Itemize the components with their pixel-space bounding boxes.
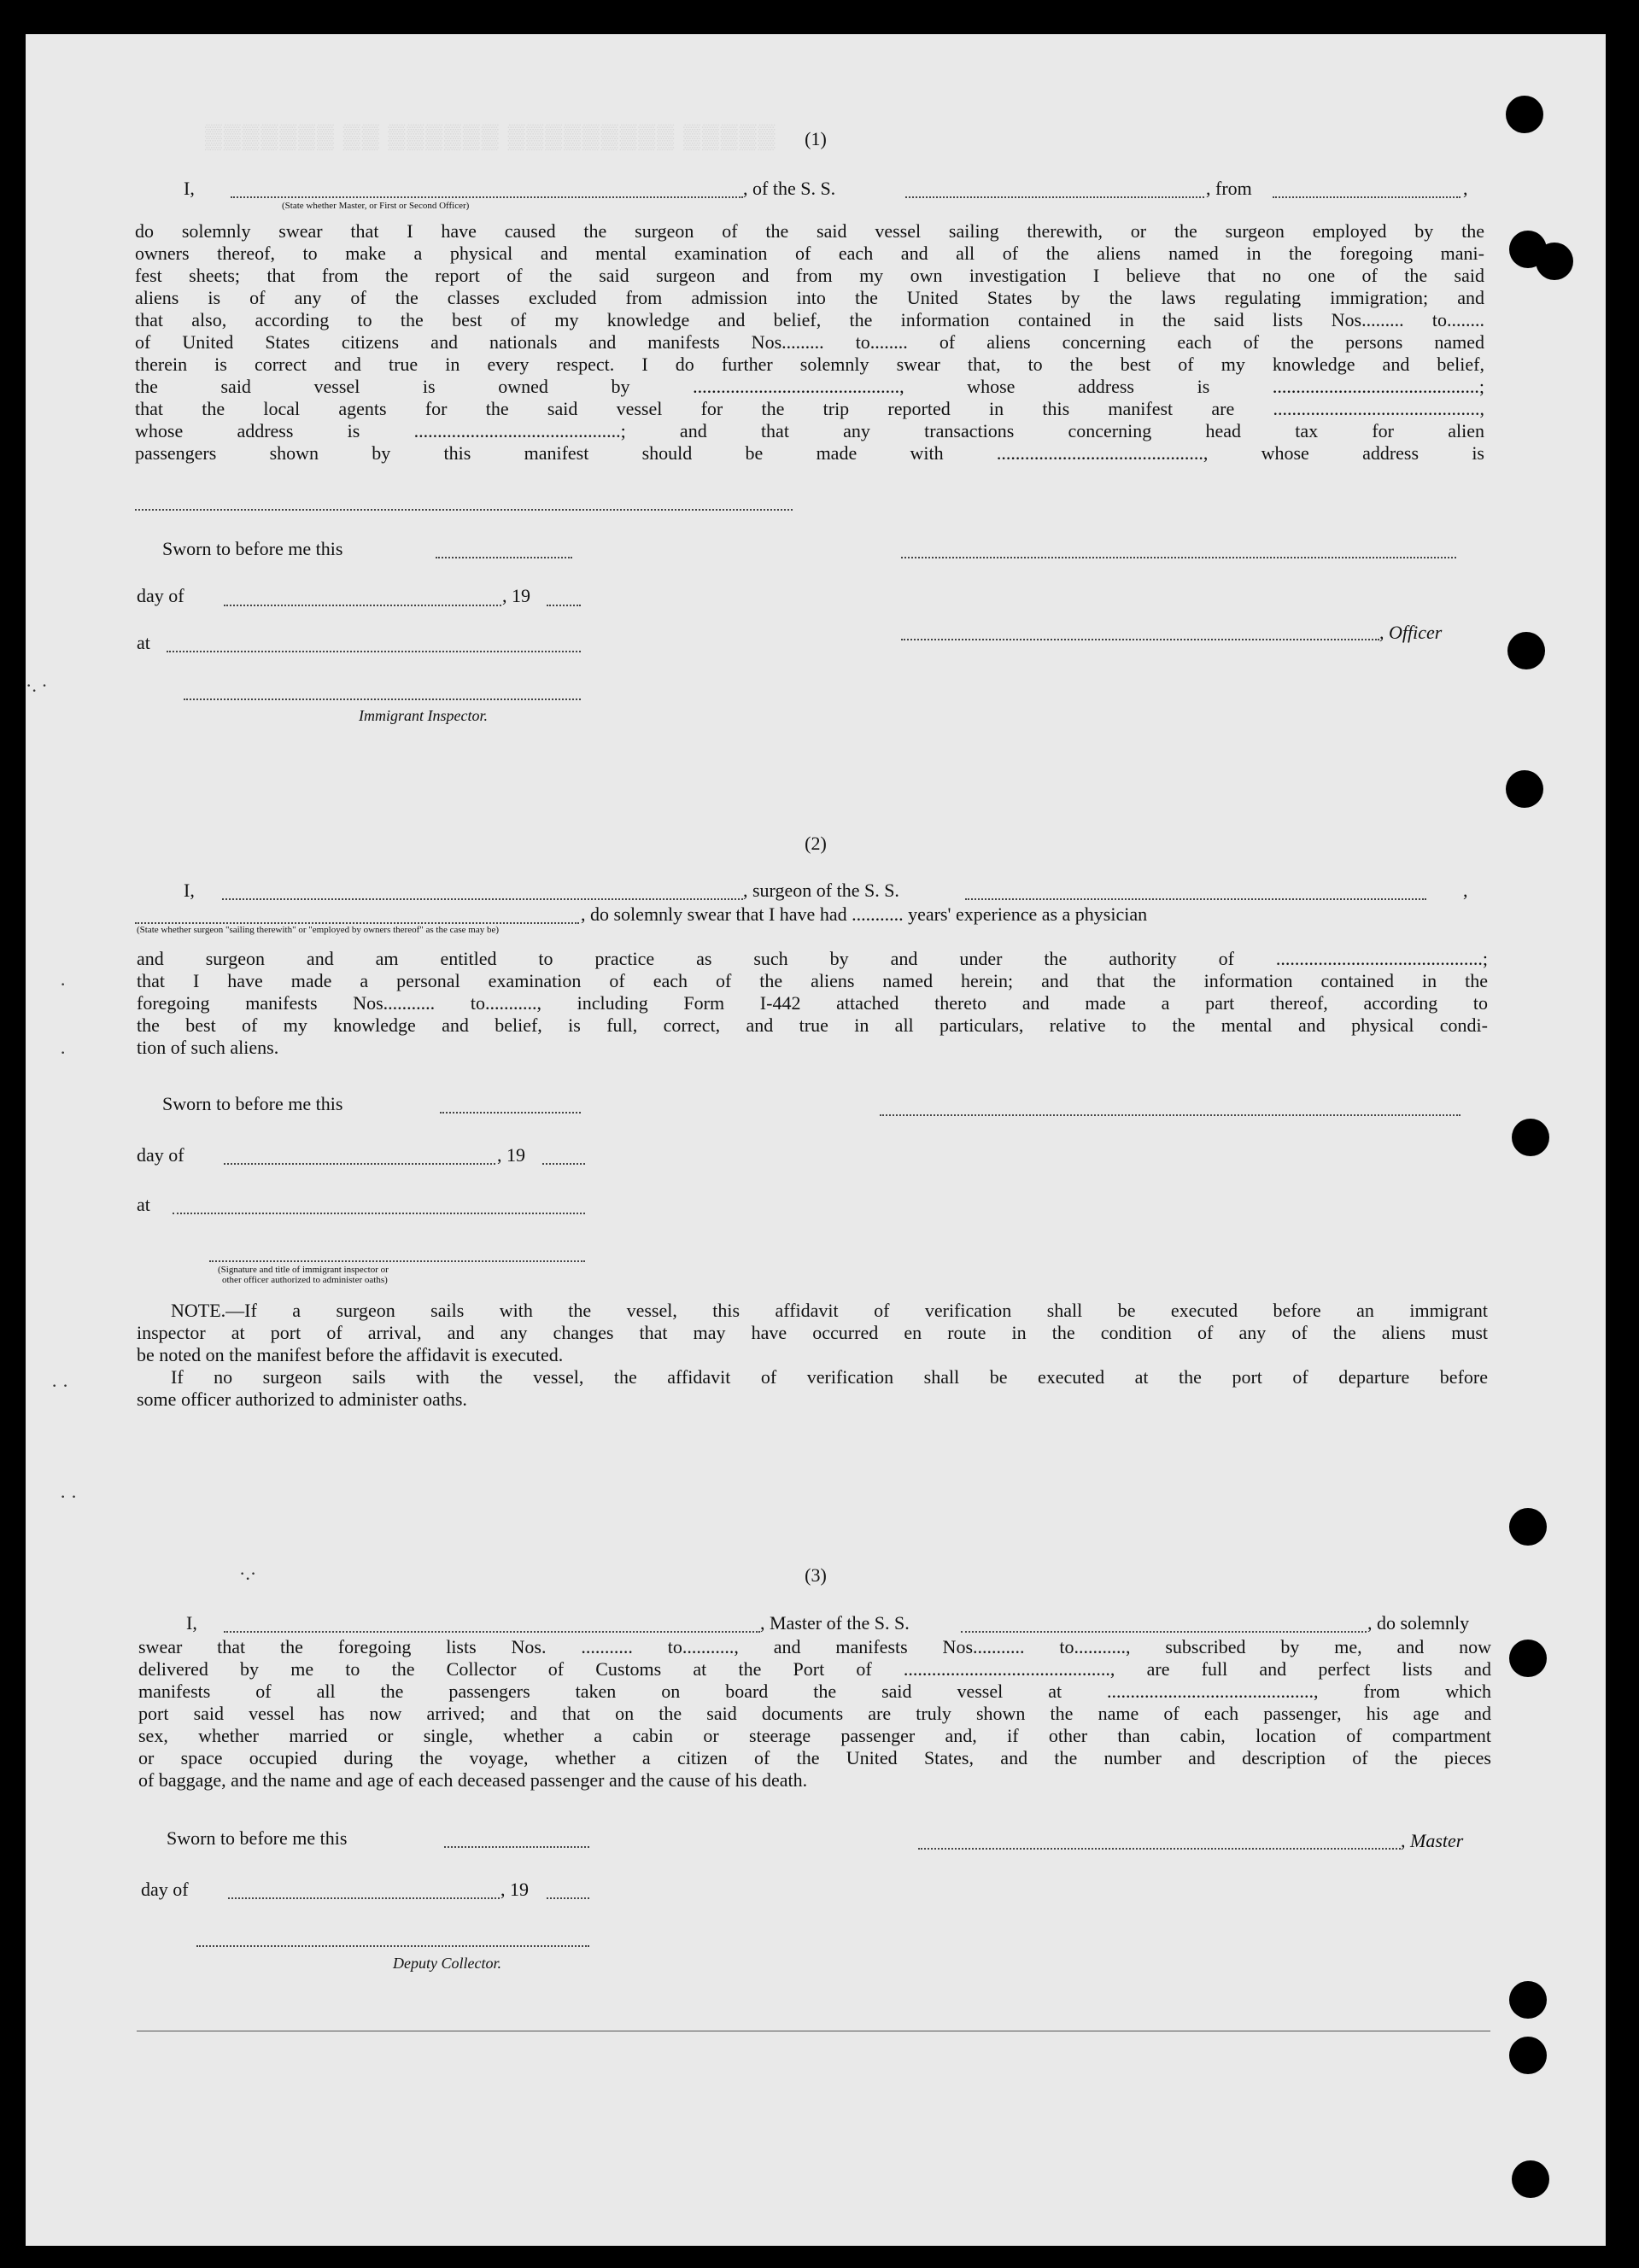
blank-field[interactable] (547, 605, 581, 606)
note-line: inspector at port of arrival, and any changes that may have occurred en route in the condition of any of the aliens must (137, 1322, 1488, 1343)
sworn-label: Sworn to before me this (162, 538, 343, 559)
note-line: NOTE.—If a surgeon sails with the vessel, this affidavit of verification shall be executed before an immigrant (171, 1300, 1488, 1321)
note-line: If no surgeon sails with the vessel, the affidavit of verification shall be executed at the port of departure before (171, 1366, 1488, 1388)
blank-field[interactable] (135, 509, 793, 511)
blank-field[interactable] (224, 1163, 495, 1165)
oath-text: , do solemnly swear that I have had ........... years' experience as a physician (581, 903, 1148, 925)
section-number: (3) (805, 1564, 827, 1586)
oath-line: that the local agents for the said vessel for the trip reported in this manifest are ............................................, (135, 398, 1484, 419)
punch-hole (1507, 632, 1545, 669)
blank-field[interactable] (167, 651, 581, 652)
blank-field[interactable] (961, 1631, 1367, 1633)
blank-field[interactable] (224, 1631, 760, 1633)
ink-mark: · · (60, 1486, 78, 1507)
punch-hole (1509, 1981, 1547, 2019)
punch-hole (1509, 1640, 1547, 1677)
collector-label: Deputy Collector. (393, 1955, 501, 1972)
oath-text: , (1463, 178, 1468, 199)
punch-hole (1509, 1508, 1547, 1546)
oath-line: therein is correct and true in every respect. I do further solemnly swear that, to the best of my knowledge and belief, (135, 354, 1484, 375)
punch-hole (1512, 2160, 1549, 2198)
inspector-signature-field[interactable] (184, 699, 581, 700)
oath-text: , of the S. S. (743, 178, 836, 199)
oath-text: , (1463, 880, 1468, 901)
blank-field[interactable] (224, 605, 501, 606)
officer-line[interactable] (901, 639, 1379, 640)
oath-text: , do solemnly (1367, 1612, 1470, 1634)
punch-hole (1506, 770, 1543, 808)
oath-text: I, (186, 1612, 197, 1634)
oath-line: manifests of all the passengers taken on board the said vessel at ............................................, from which (138, 1681, 1491, 1702)
oath-line: do solemnly swear that I have caused the surgeon of the said vessel sailing therewith, or the surgeon employed by the (135, 220, 1484, 242)
blank-field[interactable] (135, 922, 579, 924)
field-caption: (State whether surgeon "sailing therewith" or "employed by owners thereof" as the case may be) (137, 925, 500, 935)
bleed-through-text: ▒▒▒▒▒▒▒ ▒▒ ▒▒▒▒▒▒ ▒▒▒▒▒▒▒▒▒ ▒▒▒▒▒ (205, 124, 777, 150)
manifest-page (26, 34, 1606, 2246)
oath-line: and surgeon and am entitled to practice as such by and under the authority of ............................................; (137, 948, 1488, 969)
oath-line: passengers shown by this manifest should be made with ............................................, whose address is (135, 442, 1484, 464)
field-caption: (State whether Master, or First or Second Officer) (282, 201, 470, 211)
ink-mark: ·. · (26, 675, 48, 696)
punch-hole (1512, 1119, 1549, 1156)
blank-field[interactable] (440, 1112, 581, 1114)
signature-field[interactable] (880, 1114, 1460, 1116)
at-label: at (137, 632, 150, 653)
oath-text: I, (184, 880, 195, 901)
blank-field[interactable] (905, 196, 1204, 198)
oath-line: or space occupied during the voyage, whether a citizen of the United States, and the number and description of the pieces (138, 1747, 1491, 1768)
year-label: , 19 (500, 1879, 529, 1900)
ink-mark: ·.· (239, 1563, 257, 1584)
blank-field[interactable] (444, 1846, 589, 1848)
signature-caption: other officer authorized to administer oaths) (222, 1275, 388, 1285)
section-number: (1) (805, 128, 827, 149)
oath-line: the best of my knowledge and belief, is full, correct, and true in all particulars, relative to the mental and physical condi- (137, 1014, 1488, 1036)
year-label: , 19 (497, 1144, 525, 1166)
collector-signature-field[interactable] (196, 1945, 589, 1947)
oath-line: foregoing manifests Nos........... to..........., including Form I-442 attached thereto and made a part thereof, according to (137, 992, 1488, 1014)
master-label: , Master (1401, 1830, 1464, 1851)
note-line: some officer authorized to administer oaths. (137, 1388, 467, 1410)
punch-hole (1509, 2037, 1547, 2074)
note-line: be noted on the manifest before the affidavit is executed. (137, 1344, 564, 1365)
oath-text: , Master of the S. S. (760, 1612, 910, 1634)
blank-field[interactable] (222, 898, 743, 900)
oath-line: that also, according to the best of my knowledge and belief, the information contained in the said lists Nos......... to........ (135, 309, 1484, 330)
oath-line: swear that the foregoing lists Nos. ........... to..........., and manifests Nos........... to..........., subscribed by me, and now (138, 1636, 1491, 1657)
officer-label: , Officer (1379, 622, 1443, 643)
oath-line: aliens is of any of the classes excluded from admission into the United States by the laws regulating immigration; and (135, 287, 1484, 308)
blank-field[interactable] (547, 1897, 589, 1899)
oath-line: sex, whether married or single, whether a cabin or steerage passenger and, if other than cabin, location of compartment (138, 1725, 1491, 1746)
officer-signature-field[interactable] (901, 557, 1456, 558)
section-number: (2) (805, 833, 827, 854)
year-label: , 19 (502, 585, 530, 606)
note-block (137, 1300, 1488, 1411)
oath-body (135, 220, 1484, 465)
day-label: day of (137, 1144, 184, 1166)
blank-field[interactable] (231, 196, 743, 198)
oath-line: delivered by me to the Collector of Customs at the Port of ............................................, are full and perfect lists and (138, 1658, 1491, 1680)
at-label: at (137, 1194, 150, 1215)
ink-mark: · (60, 1042, 67, 1063)
inspector-label: Immigrant Inspector. (359, 707, 488, 724)
oath-text: , from (1206, 178, 1252, 199)
oath-body (138, 1636, 1491, 1792)
day-label: day of (141, 1879, 189, 1900)
oath-line: owners thereof, to make a physical and mental examination of each and all of the aliens named in the foregoing mani- (135, 243, 1484, 264)
blank-field[interactable] (436, 557, 572, 558)
inspector-signature-field[interactable] (209, 1260, 585, 1262)
oath-line: fest sheets; that from the report of the said surgeon and from my own investigation I believe that no one of the said (135, 265, 1484, 286)
sworn-label: Sworn to before me this (167, 1827, 348, 1849)
oath-text: I, (184, 178, 195, 199)
sworn-label: Sworn to before me this (162, 1093, 343, 1114)
oath-text: , surgeon of the S. S. (743, 880, 899, 901)
blank-field[interactable] (228, 1897, 500, 1899)
ink-mark: · · (51, 1375, 69, 1396)
oath-body (137, 948, 1488, 1059)
blank-field[interactable] (173, 1213, 585, 1214)
oath-line: that I have made a personal examination of each of the aliens named herein; and that the information contained in the (137, 970, 1488, 991)
oath-line: tion of such aliens. (137, 1037, 279, 1058)
day-label: day of (137, 585, 184, 606)
oath-line: of baggage, and the name and age of each deceased passenger and the cause of his death. (138, 1769, 808, 1791)
oath-line: the said vessel is owned by ............................................, whose address is ............................................; (135, 376, 1484, 397)
blank-field[interactable] (1273, 196, 1460, 198)
punch-hole (1536, 243, 1573, 280)
ink-mark: · (60, 973, 67, 995)
blank-field[interactable] (542, 1163, 585, 1165)
oath-line: port said vessel has now arrived; and that on the said documents are truly shown the name of each passenger, his age and (138, 1703, 1491, 1724)
master-signature-field[interactable] (918, 1848, 1401, 1850)
blank-field[interactable] (965, 898, 1426, 900)
oath-line: of United States citizens and nationals and manifests Nos......... to........ of aliens concerning each of the persons named (135, 331, 1484, 353)
signature-caption: (Signature and title of immigrant inspector or (218, 1265, 389, 1275)
oath-line: whose address is ............................................; and that any transactions concerning head tax for alien (135, 420, 1484, 441)
